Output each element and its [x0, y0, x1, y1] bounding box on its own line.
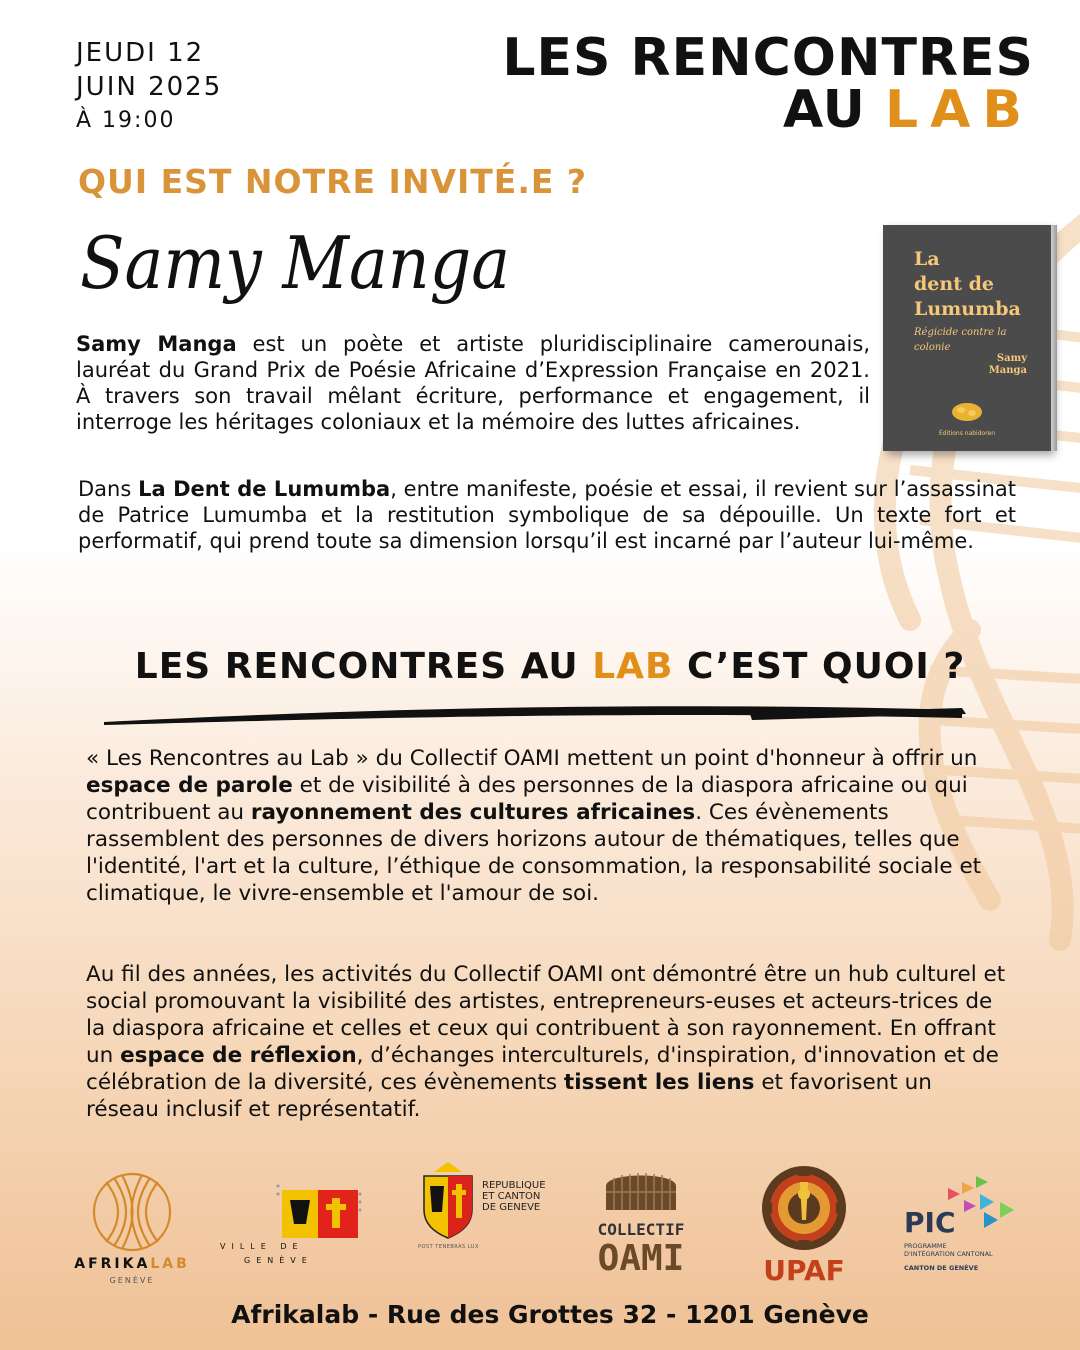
canton-motto: POST TENEBRAS LUX: [418, 1244, 479, 1250]
canton-coat-of-arms-icon: [418, 1160, 478, 1240]
page-title: [502, 28, 1034, 140]
pic-name: PIC: [904, 1206, 956, 1239]
book-title: [914, 247, 1044, 322]
about-paragraph-2: [86, 961, 1006, 1123]
book-author-line: Manga: [988, 365, 1027, 376]
collectif-oami-logo: [580, 1164, 702, 1284]
book-subtitle-line: Régicide contre la: [914, 327, 1007, 338]
book-title-line: Lumumba: [914, 298, 1021, 320]
pic-logo: [904, 1172, 1024, 1282]
book-title-line: La: [914, 248, 940, 270]
tooth-icon: [951, 400, 983, 422]
canton-text: DE GENEVE: [482, 1202, 541, 1213]
heading-text: LES RENCONTRES AU: [134, 646, 593, 687]
pic-text: CANTON DE GENÈVE: [904, 1264, 979, 1272]
title-line2: [502, 80, 1034, 140]
canton-text: REPUBLIQUE: [482, 1180, 546, 1191]
afrikalab-name: AFRIKA: [74, 1256, 151, 1272]
ville-text: GENÈVE: [244, 1256, 313, 1265]
guest-bio-text: est un poète et artiste pluridisciplinaire camerounais, lauréat du Grand Prix de Poésie Africaine d’Expression Française en 2021. À travers son travail mêlant écriture, performance et engagement, il interroge les héritages coloniaux et la mémoire des luttes africaines.: [76, 332, 870, 434]
book-publisher: Éditions nabidoren: [938, 430, 996, 437]
section-heading: [0, 646, 1080, 687]
book-subtitle: [914, 325, 1034, 355]
about-paragraph-1: [86, 745, 1006, 907]
afrikalab-emblem-icon: [66, 1168, 198, 1256]
canton-geneve-logo: [418, 1160, 548, 1260]
upaf-logo: [756, 1164, 852, 1288]
about-emphasis: tissent les liens: [563, 1070, 755, 1095]
title-line1: LES RENCONTRES: [502, 28, 1034, 88]
book-edge: [1051, 225, 1057, 451]
upaf-emblem-icon: [756, 1164, 852, 1256]
oami-label: COLLECTIF: [597, 1220, 685, 1239]
about-text: et de visibilité à des personnes de la diaspora africaine ou qui contribuent au: [86, 773, 968, 825]
guest-bio: [76, 331, 870, 435]
book-name: La Dent de Lumumba: [138, 477, 391, 501]
afrikalab-logo: [66, 1168, 198, 1290]
pic-text: PROGRAMME: [904, 1242, 947, 1250]
book-desc-text: , entre manifeste, poésie et essai, il revient sur l’assassinat de Patrice Lumumba et la restitution symbolique de sa dépouille. Un texte fort et performatif, qui prend toute sa dimension lorsqu’il est incarné par l’auteur lui-même.: [78, 477, 1017, 553]
upaf-name: UPAF: [763, 1254, 845, 1287]
title-au: AU: [783, 80, 866, 140]
brush-underline: [100, 694, 970, 730]
event-date: [76, 36, 222, 138]
about-emphasis: espace de réflexion: [120, 1043, 357, 1068]
ville-de-geneve-logo: [220, 1180, 370, 1270]
guest-name: Samy Manga: [76, 332, 237, 356]
date-day: JEUDI 12: [76, 38, 205, 68]
about-emphasis: espace de parole: [86, 773, 293, 798]
event-time: À 19:00: [76, 108, 176, 133]
about-text: , d’échanges interculturels, d'inspiration, d'innovation et de célébration de la diversité, ces évènements: [86, 1043, 999, 1095]
hut-icon: [580, 1164, 702, 1214]
heading-lab: LAB: [592, 646, 674, 687]
book-author-line: Samy: [996, 353, 1027, 364]
book-description: [78, 476, 1016, 554]
about-text: . Ces évènements rassemblent des personnes de divers horizons autour de thématiques, telles que l'identité, l'art et la culture, l’éthique de consommation, la responsabilité sociale et climatique, le vivre-ensemble et l'amour de soi.: [86, 800, 982, 906]
about-emphasis: rayonnement des cultures africaines: [250, 800, 696, 825]
book-cover: [883, 225, 1051, 451]
book-subtitle-line: colonie: [914, 342, 951, 353]
date-month-year: JUIN 2025: [76, 72, 223, 102]
about-text: et favorisent un réseau inclusif et représentatif.: [86, 1070, 932, 1122]
title-lab: LAB: [884, 80, 1034, 140]
ville-text: VILLE DE: [220, 1242, 304, 1251]
book-title-line: dent de: [914, 273, 994, 295]
oami-name: OAMI: [597, 1238, 685, 1279]
geneva-flag-icon: [220, 1180, 370, 1242]
about-text: Au fil des années, les activités du Collectif OAMI ont démontré être un hub culturel et social promouvant la visibilité des artistes, entrepreneurs-euses et acteurs-trices de la diaspora africaine et celles et ceux qui contribuent à son rayonnement. En offrant un: [86, 962, 1006, 1068]
afrikalab-lab: LAB: [150, 1256, 190, 1272]
afrikalab-city: GENÈVE: [109, 1276, 155, 1285]
venue-address: Afrikalab - Rue des Grottes 32 - 1201 Genève: [231, 1300, 869, 1329]
guest-signature: [74, 210, 524, 320]
book-author: [989, 353, 1027, 377]
about-text: « Les Rencontres au Lab » du Collectif OAMI mettent un point d'honneur à offrir un: [86, 746, 978, 771]
guest-question: QUI EST NOTRE INVITÉ.E ?: [78, 162, 588, 201]
canton-text: ET CANTON: [482, 1191, 541, 1202]
pic-text: D'INTÉGRATION CANTONAL: [904, 1250, 993, 1258]
heading-text: C’EST QUOI ?: [673, 646, 966, 687]
book-desc-text: Dans: [78, 477, 139, 501]
signature-text: Samy Manga: [80, 221, 510, 305]
